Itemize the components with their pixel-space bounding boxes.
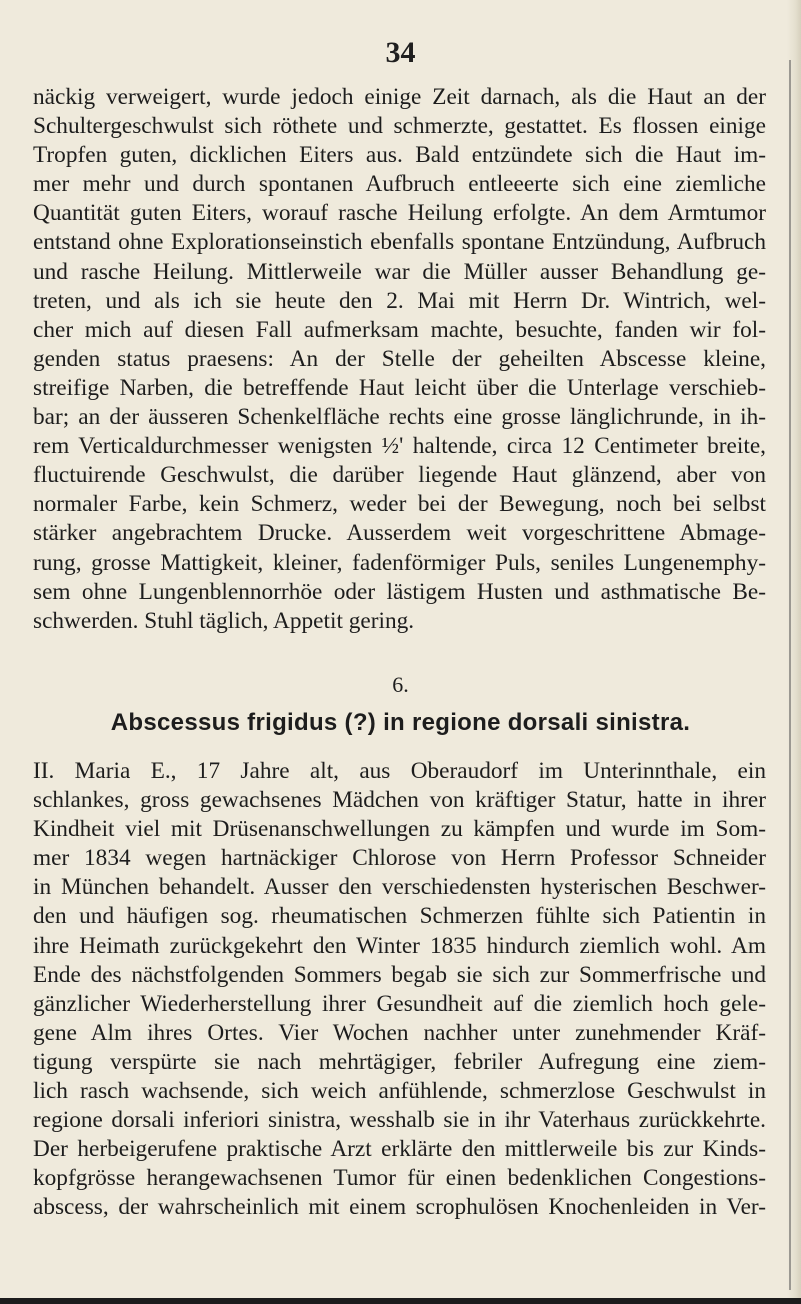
text-line: schwerden. Stuhl täglich, Appetit gering. <box>33 607 415 634</box>
text-line: lich rasch wachsende, sich weich anfühlende, schmerzlose Geschwulst in <box>33 1078 766 1105</box>
text-line: streifige Narben, die betreffende Haut leicht über die Unterlage verschieb- <box>33 374 766 401</box>
text-line: rem Verticaldurchmesser wenigsten ½' haltende, circa 12 Centimeter breite, <box>33 433 766 460</box>
text-line: ihre Heimath zurückgekehrt den Winter 1835 hindurch ziemlich wohl. Am <box>33 932 766 959</box>
section-title: Abscessus frigidus (?) in regione dorsali sinistra. <box>110 709 691 736</box>
text-line: II. Maria E., 17 Jahre alt, aus Oberaudorf im Unterinnthale, ein <box>33 758 766 784</box>
text-line: gene Alm ihres Ortes. Vier Wochen nachher unter zunehmender Kräf- <box>33 1019 766 1046</box>
text-line: abscess, der wahrscheinlich mit einem scrophulösen Knochenleiden in Ver- <box>33 1194 766 1221</box>
page-number: 34 <box>385 36 416 69</box>
text-line: rung, grosse Mattigkeit, kleiner, fadenförmiger Puls, seniles Lungenemphy- <box>33 549 766 576</box>
text-line: gänzlicher Wiederherstellung ihrer Gesundheit auf die ziemlich hoch gele- <box>33 990 766 1017</box>
text-line: entstand ohne Explorationseinstich ebenfalls spontane Entzündung, Aufbruch <box>33 229 766 256</box>
text-line: normaler Farbe, kein Schmerz, weder bei der Bewegung, noch bei selbst <box>33 491 766 518</box>
text-line: fluctuirende Geschwulst, die darüber liegende Haut glänzend, aber von <box>33 462 766 489</box>
text-line: Schultergeschwulst sich röthete und schmerzte, gestattet. Es flossen einige <box>33 113 766 140</box>
text-line: genden status praesens: An der Stelle der geheilten Abscesse kleine, <box>33 345 766 372</box>
text-line: bar; an der äusseren Schenkelfläche rechts eine grosse länglichrunde, in ih- <box>33 404 766 431</box>
text-line: stärker angebrachtem Drucke. Ausserdem weit vorgeschrittene Abmage- <box>33 520 766 547</box>
text-line: treten, und als ich sie heute den 2. Mai mit Herrn Dr. Wintrich, wel- <box>33 287 766 314</box>
text-line: kopfgrösse herangewachsenen Tumor für einen bedenklichen Congestions- <box>33 1165 766 1192</box>
text-line: Tropfen guten, dicklichen Eiters aus. Bald entzündete sich die Haut im- <box>33 142 766 169</box>
bottom-border-rule <box>0 1298 801 1304</box>
text-line: tigung verspürte sie nach mehrtägiger, febriler Aufregung eine ziem- <box>33 1048 766 1075</box>
text-line: Kindheit viel mit Drüsenanschwellungen zu kämpfen und wurde im Som- <box>33 816 766 843</box>
text-line: mer 1834 wegen hartnäckiger Chlorose von Herrn Professor Schneider <box>33 845 766 872</box>
text-line: schlankes, gross gewachsenes Mädchen von kräftiger Statur, hatte in ihrer <box>33 787 766 814</box>
text-line: cher mich auf diesen Fall aufmerksam machte, besuchte, fanden wir fol- <box>33 316 766 343</box>
text-line: Der herbeigerufene praktische Arzt erklärte den mittlerweile bis zur Kinds- <box>33 1136 766 1163</box>
paragraph-case-continuation <box>33 83 766 636</box>
text-line: in München behandelt. Ausser den verschiedensten hysterischen Beschwer- <box>33 874 766 901</box>
text-line: sem ohne Lungenblennorrhöe oder lästigem Husten und asthmatische Be- <box>33 578 766 605</box>
text-line: Ende des nächstfolgenden Sommers begab sie sich zur Sommerfrische und <box>33 961 766 988</box>
text-line: näckig verweigert, wurde jedoch einige Zeit darnach, als die Haut an der <box>33 84 766 110</box>
text-line: regione dorsali inferiori sinistra, wesshalb sie in ihr Vaterhaus zurückkehrte. <box>33 1107 766 1134</box>
text-line: den und häufigen sog. rheumatischen Schmerzen fühlte sich Patientin in <box>33 903 766 930</box>
text-line: Quantität guten Eiters, worauf rasche Heilung erfolgte. An dem Armtumor <box>33 200 766 227</box>
text-line: mer mehr und durch spontanen Aufbruch entleeerte sich eine ziemliche <box>33 171 766 198</box>
paragraph-case-ii <box>33 757 766 1223</box>
text-line: und rasche Heilung. Mittlerweile war die Müller ausser Behandlung ge- <box>33 258 766 285</box>
section-number: 6. <box>392 672 409 697</box>
